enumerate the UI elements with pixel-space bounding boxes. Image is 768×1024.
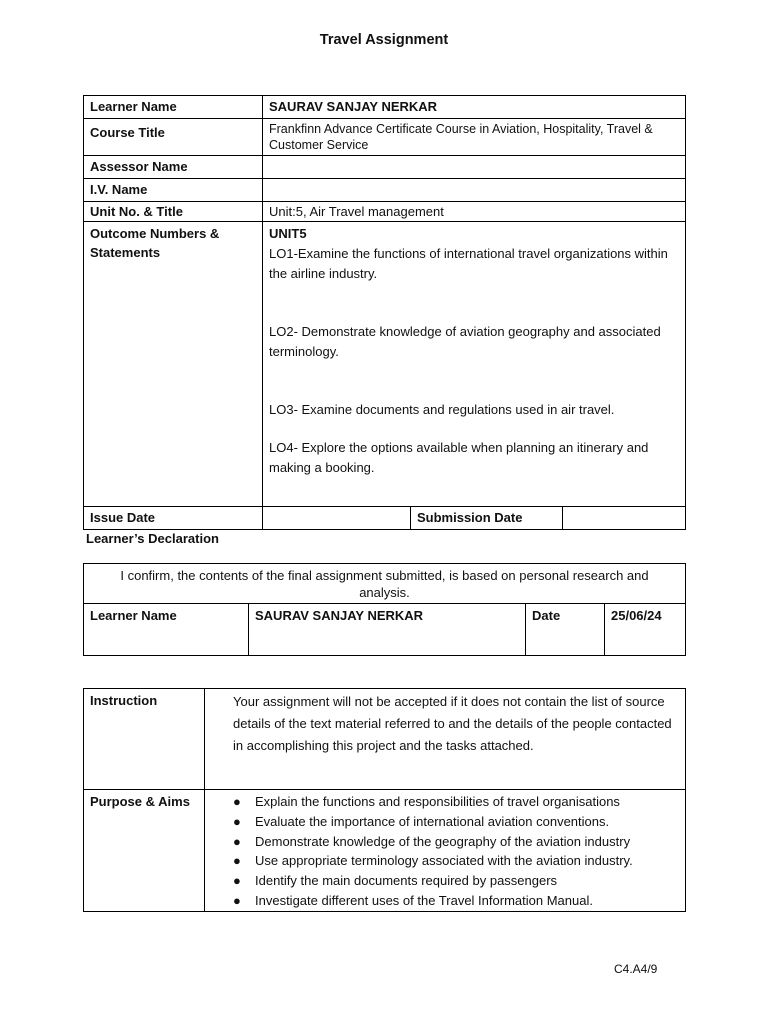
page-title: Travel Assignment	[319, 32, 449, 48]
list-item	[233, 851, 679, 871]
purpose-aims-list	[205, 790, 686, 912]
bullet-icon: ●	[233, 794, 241, 809]
bullet-icon: ●	[233, 892, 241, 908]
assessor-name-label: Assessor Name	[84, 156, 263, 179]
table-row	[84, 689, 686, 790]
assessor-name-value	[263, 156, 686, 179]
aim-text: Identify the main documents required by passengers	[255, 873, 558, 889]
declaration-date-value: 25/06/24	[605, 604, 686, 656]
issue-date-label: Issue Date	[84, 507, 263, 530]
instruction-label: Instruction	[84, 689, 205, 790]
learner-name-label: Learner Name	[84, 96, 263, 119]
table-row	[84, 202, 686, 222]
table-row	[84, 564, 686, 604]
declaration-statement: I confirm, the contents of the final assignment submitted, is based on personal research and analysis.	[84, 564, 686, 604]
outcome-unit: UNIT5	[269, 226, 307, 241]
learner-name-value: SAURAV SANJAY NERKAR	[263, 96, 686, 119]
aim-text: Demonstrate knowledge of the geography of the aviation industry	[255, 833, 631, 849]
table-row	[84, 790, 686, 912]
table-row	[84, 604, 686, 656]
table-row	[84, 179, 686, 202]
aim-text: Investigate different uses of the Travel Information Manual.	[255, 892, 593, 908]
course-title-value: Frankfinn Advance Certificate Course in Aviation, Hospitality, Travel & Customer Service	[263, 119, 686, 156]
list-item	[233, 792, 679, 812]
bullet-icon: ●	[233, 873, 241, 889]
instructions-table	[83, 688, 686, 912]
instruction-text	[205, 689, 686, 790]
table-row	[84, 507, 686, 530]
table-row	[84, 119, 686, 156]
issue-date-value	[263, 507, 411, 530]
bullet-icon: ●	[233, 833, 241, 849]
aims-list	[211, 792, 679, 911]
list-item	[233, 812, 679, 832]
list-item	[233, 891, 679, 911]
unit-value: Unit:5, Air Travel management	[263, 202, 686, 222]
aim-text: Explain the functions and responsibilities of travel organisations	[255, 794, 620, 809]
submission-date-value	[563, 507, 686, 530]
course-title-label: Course Title	[84, 119, 263, 156]
table-row	[84, 222, 686, 507]
list-item	[233, 832, 679, 852]
iv-name-label: I.V. Name	[84, 179, 263, 202]
aim-text: Use appropriate terminology associated with the aviation industry.	[255, 853, 633, 869]
outcome-lo4: LO4- Explore the options available when planning an itinerary and making a booking.	[269, 440, 649, 475]
instruction-body: Your assignment will not be accepted if it does not contain the list of source details of the text material referred to and the details of the people contacted in accomplishing this project and the tasks attached.	[233, 694, 672, 753]
learners-declaration-heading: Learner’s Declaration	[86, 531, 219, 546]
declaration-table	[83, 563, 686, 656]
table-row	[84, 156, 686, 179]
declaration-learner-name-value: SAURAV SANJAY NERKAR	[249, 604, 526, 656]
outcome-lo3: LO3- Examine documents and regulations used in air travel.	[269, 402, 615, 417]
page-footer-code: C4.A4/9	[614, 962, 658, 976]
outcome-statements	[263, 222, 686, 507]
iv-name-value	[263, 179, 686, 202]
outcome-lo2: LO2- Demonstrate knowledge of aviation geography and associated terminology.	[269, 324, 661, 359]
bullet-icon: ●	[233, 813, 241, 829]
table-row	[84, 96, 686, 119]
outcome-label: Outcome Numbers & Statements	[84, 222, 263, 507]
bullet-icon: ●	[233, 853, 241, 869]
declaration-date-label: Date	[526, 604, 605, 656]
purpose-aims-label: Purpose & Aims	[84, 790, 205, 912]
declaration-learner-name-label: Learner Name	[84, 604, 249, 656]
instruction-paragraph	[233, 691, 675, 757]
submission-date-label: Submission Date	[411, 507, 563, 530]
unit-label: Unit No. & Title	[84, 202, 263, 222]
outcome-lo1: LO1-Examine the functions of international travel organizations within the airline industry.	[269, 246, 668, 281]
aim-text: Evaluate the importance of international aviation conventions.	[255, 813, 610, 829]
list-item	[233, 871, 679, 891]
assignment-info-table	[83, 95, 686, 530]
